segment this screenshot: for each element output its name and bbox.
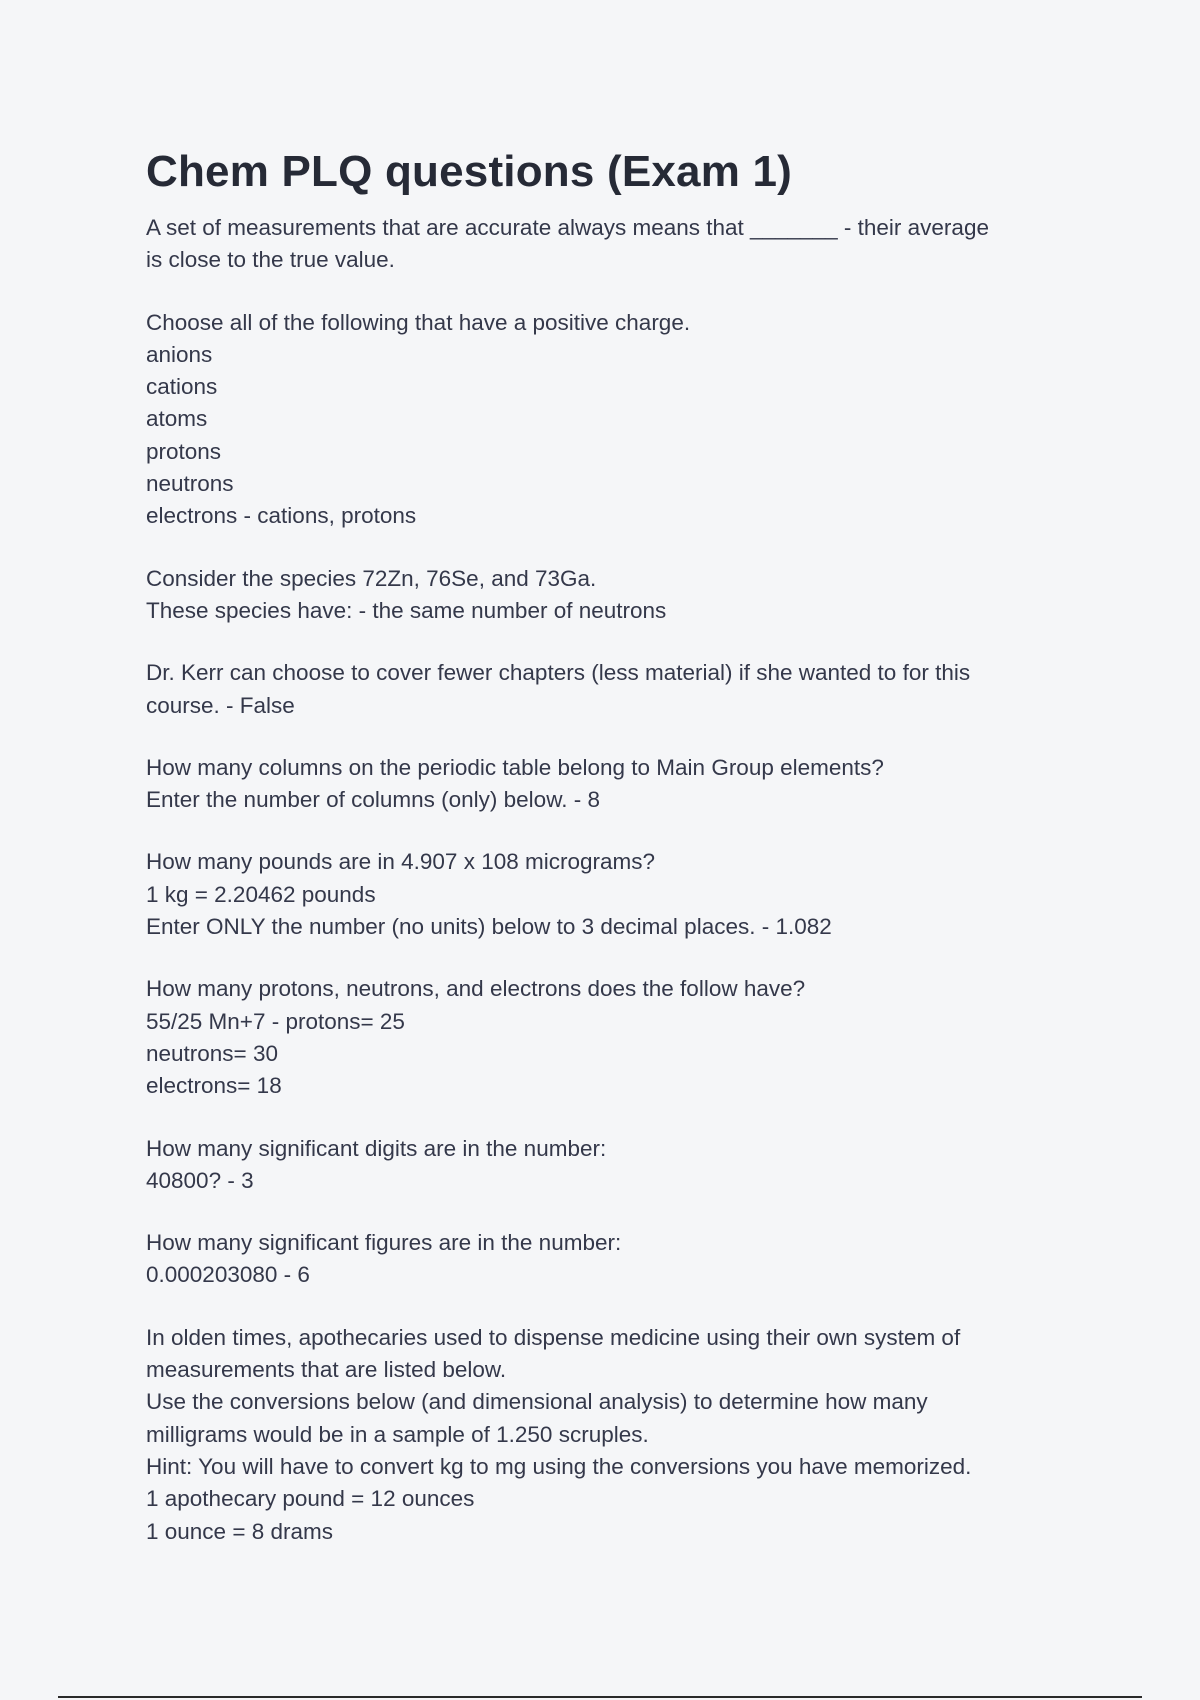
question-line: neutrons= 30 — [146, 1040, 278, 1066]
question-1 — [146, 212, 1086, 277]
question-7 — [146, 973, 1086, 1102]
question-line: Enter ONLY the number (no units) below to 3 decimal places. - 1.082 — [146, 914, 832, 940]
answer-option: cations — [146, 374, 218, 400]
question-line: course. - False — [146, 692, 295, 718]
question-line: Use the conversions below (and dimensional analysis) to determine how many — [146, 1389, 928, 1415]
answer-option: electrons - cations, protons — [146, 503, 417, 529]
question-line: Choose all of the following that have a positive charge. — [146, 309, 691, 335]
question-line: How many significant figures are in the number: — [146, 1230, 622, 1256]
question-line: milligrams would be in a sample of 1.250 scruples. — [146, 1421, 649, 1447]
question-line: 40800? - 3 — [146, 1167, 254, 1193]
question-line: 55/25 Mn+7 - protons= 25 — [146, 1008, 405, 1034]
question-line: measurements that are listed below. — [146, 1357, 507, 1383]
question-line: Dr. Kerr can choose to cover fewer chapters (less material) if she wanted to for this — [146, 660, 971, 686]
document-title: Chem PLQ questions (Exam 1) — [146, 147, 792, 196]
question-line: Enter the number of columns (only) below. - 8 — [146, 787, 600, 813]
question-line: 1 ounce = 8 drams — [146, 1518, 333, 1544]
answer-option: neutrons — [146, 471, 234, 497]
answer-option: atoms — [146, 406, 208, 432]
question-3 — [146, 563, 1086, 628]
question-line: A set of measurements that are accurate always means that _______ - their average — [146, 215, 989, 240]
question-line: 1 apothecary pound = 12 ounces — [146, 1486, 475, 1512]
question-line: In olden times, apothecaries used to dispense medicine using their own system of — [146, 1324, 961, 1350]
question-6 — [146, 846, 1086, 943]
question-line: 1 kg = 2.20462 pounds — [146, 881, 376, 907]
question-line: How many protons, neutrons, and electrons does the follow have? — [146, 976, 806, 1002]
question-line: These species have: - the same number of neutrons — [146, 597, 667, 623]
question-line: Consider the species 72Zn, 76Se, and 73Ga. — [146, 565, 597, 591]
question-8 — [146, 1133, 1086, 1198]
question-line: How many pounds are in 4.907 x 108 micrograms? — [146, 849, 656, 875]
question-line: Hint: You will have to convert kg to mg using the conversions you have memorized. — [146, 1453, 972, 1479]
page-bottom-rule — [58, 1696, 1142, 1698]
question-4 — [146, 657, 1086, 722]
document-page — [146, 148, 1086, 1578]
question-9 — [146, 1227, 1086, 1292]
question-10 — [146, 1322, 1086, 1548]
question-line: is close to the true value. — [146, 247, 395, 273]
question-line: How many columns on the periodic table belong to Main Group elements? — [146, 754, 884, 780]
question-2 — [146, 307, 1086, 533]
answer-option: protons — [146, 438, 222, 464]
question-5 — [146, 752, 1086, 817]
question-line: 0.000203080 - 6 — [146, 1262, 310, 1288]
question-line: How many significant digits are in the number: — [146, 1135, 607, 1161]
question-line: electrons= 18 — [146, 1073, 282, 1099]
answer-option: anions — [146, 341, 213, 367]
